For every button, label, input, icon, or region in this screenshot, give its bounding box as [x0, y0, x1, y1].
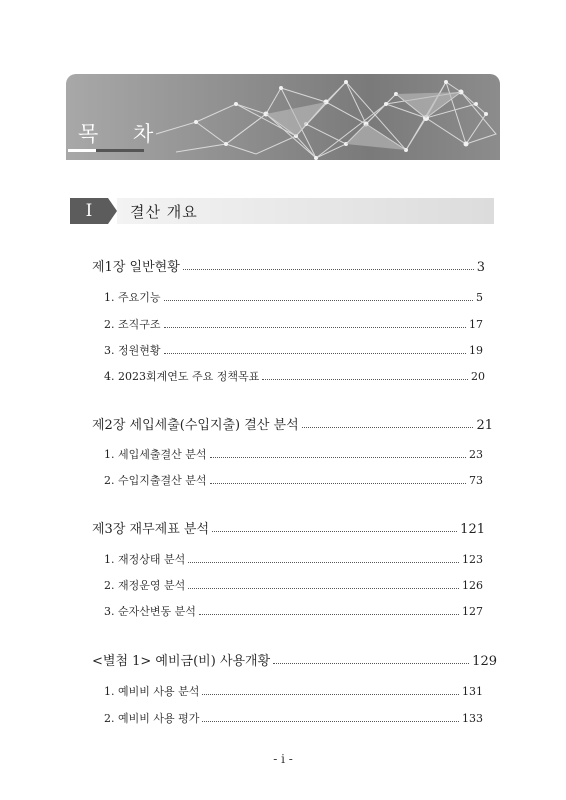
toc-item[interactable] — [104, 472, 483, 488]
toc-item-label: 3. 정원현황 — [104, 344, 161, 357]
toc-page-number: 23 — [469, 448, 483, 461]
toc-item-label: 1. 세입세출결산 분석 — [104, 448, 207, 461]
toc-page-number: 73 — [469, 474, 483, 487]
leader-dots — [164, 326, 467, 328]
leader-dots — [164, 299, 474, 301]
toc-item[interactable] — [104, 289, 483, 305]
toc-page-number: 123 — [462, 553, 483, 566]
section-arrow-icon — [108, 198, 117, 224]
toc-page-number: 5 — [476, 291, 483, 304]
toc-chapter-3[interactable] — [92, 518, 485, 537]
toc-item[interactable] — [104, 683, 483, 699]
toc-page-number: 121 — [460, 522, 485, 537]
toc-chapter-label: <별첨 1> 예비금(비) 사용개황 — [92, 654, 271, 669]
toc-item-label: 2. 재정운영 분석 — [104, 579, 186, 592]
leader-dots — [164, 352, 467, 354]
leader-dots — [183, 268, 474, 270]
toc-chapter-2[interactable] — [92, 414, 493, 433]
leader-dots — [273, 662, 469, 664]
toc-item-label: 2. 조직구조 — [104, 318, 161, 331]
toc-item[interactable] — [104, 603, 483, 619]
leader-dots — [202, 693, 459, 695]
toc-page-number: 21 — [476, 418, 493, 433]
page-number-footer: - i - — [273, 752, 293, 766]
toc-item-label: 2. 수입지출결산 분석 — [104, 474, 207, 487]
section-header — [70, 198, 494, 224]
toc-item[interactable] — [104, 316, 483, 332]
toc-item-label: 2. 예비비 사용 평가 — [104, 712, 200, 725]
toc-item[interactable] — [104, 551, 483, 567]
toc-chapter-label: 제2장 세입세출(수입지출) 결산 분석 — [92, 418, 299, 433]
header-banner — [66, 74, 500, 160]
leader-dots — [212, 530, 457, 532]
toc-page-number: 129 — [472, 654, 497, 669]
leader-dots — [210, 482, 467, 484]
leader-dots — [188, 561, 459, 563]
leader-dots — [199, 613, 459, 615]
leader-dots — [202, 720, 459, 722]
toc-item[interactable] — [104, 446, 483, 462]
toc-item-label: 1. 예비비 사용 분석 — [104, 685, 200, 698]
toc-item-label: 4. 2023회계연도 주요 정책목표 — [104, 370, 260, 383]
title-underline-light — [68, 149, 96, 152]
toc-page-number: 3 — [476, 260, 485, 275]
section-title: 결산 개요 — [130, 203, 198, 221]
leader-dots — [188, 587, 459, 589]
toc-page-number: 19 — [469, 344, 483, 357]
leader-dots — [262, 378, 468, 380]
toc-item[interactable] — [104, 342, 483, 358]
leader-dots — [302, 426, 474, 428]
toc-item-label: 1. 주요기능 — [104, 291, 161, 304]
toc-page-number: 126 — [462, 579, 483, 592]
toc-item[interactable] — [104, 710, 483, 726]
toc-item[interactable] — [104, 577, 483, 593]
toc-chapter-label: 제3장 재무제표 분석 — [92, 522, 209, 537]
title-underline-dark — [96, 149, 144, 152]
toc-chapter-label: 제1장 일반현황 — [92, 260, 180, 275]
toc-appendix-1[interactable] — [92, 650, 497, 669]
toc-page-number: 17 — [469, 318, 483, 331]
toc-chapter-1[interactable] — [92, 256, 485, 275]
page-title: 목 차 — [78, 122, 168, 146]
toc-item[interactable] — [104, 368, 485, 384]
toc-page-number: 133 — [462, 712, 483, 725]
toc-item-label: 1. 재정상태 분석 — [104, 553, 186, 566]
leader-dots — [210, 456, 467, 458]
section-number: I — [70, 198, 108, 224]
toc-page-number: 131 — [462, 685, 483, 698]
toc-page-number: 127 — [462, 605, 483, 618]
toc-item-label: 3. 순자산변동 분석 — [104, 605, 196, 618]
toc-page-number: 20 — [471, 370, 485, 383]
